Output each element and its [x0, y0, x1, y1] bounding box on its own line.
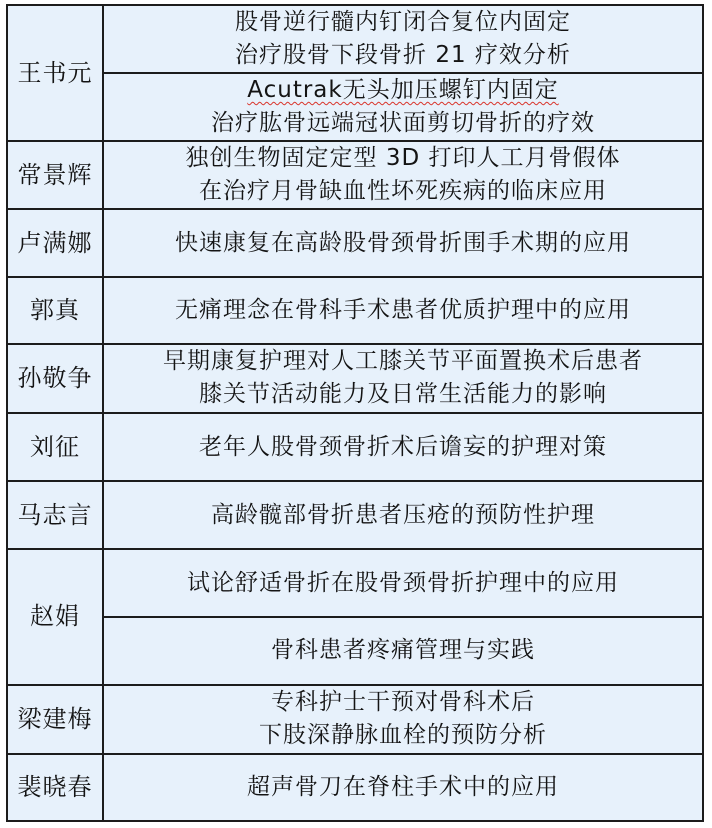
title-line: 高龄髋部骨折患者压疮的预防性护理 [211, 501, 595, 528]
title-line: 早期康复护理对人工膝关节平面置换术后患者 [163, 348, 643, 375]
author-name: 马志言 [7, 481, 103, 549]
table-row [7, 73, 703, 141]
title-line: 无痛理念在骨科手术患者优质护理中的应用 [175, 296, 631, 323]
title-line: 专科护士干预对骨科术后 [271, 689, 535, 716]
paper-title [103, 481, 703, 549]
table-body [7, 5, 703, 821]
author-name: 裴晓春 [7, 754, 103, 821]
table-row [7, 549, 703, 617]
title-line-text: Acutrak无头加压螺钉内固定 [247, 77, 559, 104]
table-row [7, 277, 703, 344]
paper-title [103, 277, 703, 344]
paper-title [103, 344, 703, 413]
author-name: 孙敬争 [7, 344, 103, 413]
title-line: 超声骨刀在脊柱手术中的应用 [247, 773, 559, 800]
table-row [7, 481, 703, 549]
author-name: 刘征 [7, 413, 103, 481]
paper-title [103, 413, 703, 481]
paper-title [103, 549, 703, 617]
paper-title [103, 754, 703, 821]
paper-title [103, 73, 703, 141]
paper-title [103, 617, 703, 684]
title-line: 下肢深静脉血栓的预防分析 [259, 722, 547, 749]
table-row [7, 413, 703, 481]
table-row [7, 617, 703, 684]
table-row [7, 685, 703, 754]
author-name: 赵娟 [7, 549, 103, 684]
paper-title [103, 685, 703, 754]
title-line: 治疗股骨下段骨折 21 疗效分析 [235, 42, 571, 69]
table-row [7, 344, 703, 413]
title-line: 膝关节活动能力及日常生活能力的影响 [199, 381, 607, 408]
table-row [7, 141, 703, 209]
title-line [110, 74, 696, 107]
table-row [7, 209, 703, 276]
title-line: 快速康复在高龄股骨颈骨折围手术期的应用 [175, 229, 631, 256]
author-name: 郭真 [7, 277, 103, 344]
title-line: 试论舒适骨折在股骨颈骨折护理中的应用 [187, 569, 619, 596]
author-name: 王书元 [7, 5, 103, 141]
table-row [7, 5, 703, 73]
title-line: 独创生物固定定型 3D 打印人工月骨假体 [185, 145, 621, 172]
author-name: 常景辉 [7, 141, 103, 209]
title-line: 股骨逆行髓内钉闭合复位内固定 [235, 9, 571, 36]
paper-title [103, 5, 703, 73]
title-line: 老年人股骨颈骨折术后谵妄的护理对策 [199, 433, 607, 460]
title-line: 治疗肱骨远端冠状面剪切骨折的疗效 [211, 110, 595, 137]
paper-title [103, 141, 703, 209]
title-line: 骨科患者疼痛管理与实践 [271, 637, 535, 664]
title-line: 在治疗月骨缺血性坏死疾病的临床应用 [199, 178, 607, 205]
author-name: 梁建梅 [7, 685, 103, 754]
paper-author-table [6, 4, 704, 822]
table-row [7, 754, 703, 821]
paper-title [103, 209, 703, 276]
author-name: 卢满娜 [7, 209, 103, 276]
